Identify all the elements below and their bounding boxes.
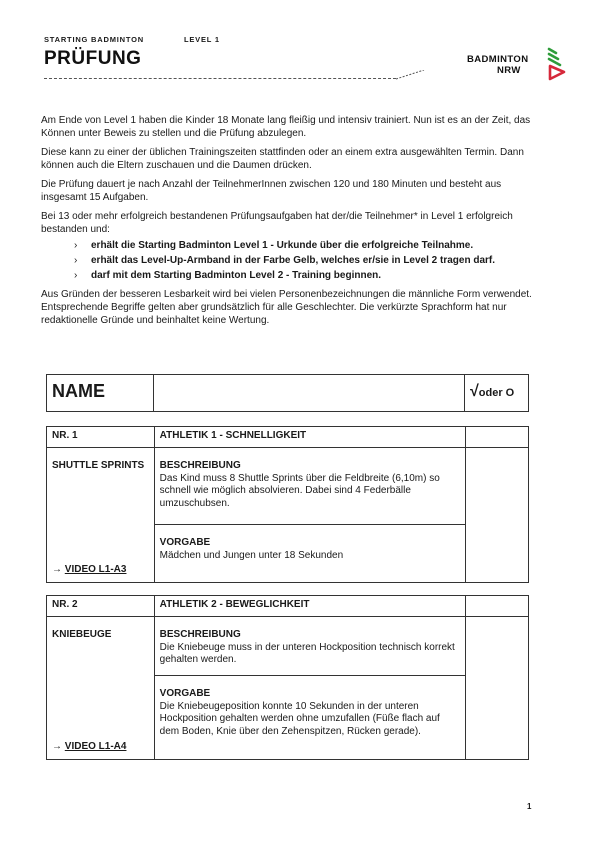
intro-paragraph: Die Prüfung dauert je nach Anzahl der TeilnehmerInnen zwischen 120 und 180 Minuten und besteht aus insgesamt 15 Aufgaben. — [41, 179, 502, 203]
task-table — [46, 595, 529, 760]
exercise-name: SHUTTLE SPRINTS — [52, 460, 145, 471]
badminton-nrw-logo-text — [467, 54, 528, 76]
task-category: ATHLETIK 2 - BEWEGLICHKEIT — [154, 596, 465, 617]
arrow-right-icon: → — [52, 563, 62, 575]
page-header — [0, 0, 595, 90]
description-cell — [154, 448, 465, 525]
bullet-icon: › — [74, 270, 78, 281]
header-divider — [44, 78, 396, 79]
check-box[interactable] — [465, 617, 528, 760]
task-header-blank — [465, 427, 528, 448]
page-title: PRÜFUNG — [44, 48, 142, 69]
task-number: NR. 1 — [47, 427, 155, 448]
header-divider-slant — [396, 70, 426, 80]
task-category: ATHLETIK 1 - SCHNELLIGKEIT — [154, 427, 465, 448]
page-number: 1 — [527, 802, 532, 811]
description-label: BESCHREIBUNG — [159, 460, 241, 471]
description-label: BESCHREIBUNG — [159, 629, 241, 640]
requirement-label: VORGABE — [159, 537, 211, 548]
video-link[interactable]: → VIDEO L1-A3 — [52, 563, 127, 575]
description-text: Die Kniebeuge muss in der unteren Hockposition technisch korrekt gehalten werden. — [159, 641, 455, 665]
task-table — [46, 426, 529, 583]
requirement-label: VORGABE — [159, 688, 211, 699]
name-table — [46, 374, 529, 412]
video-link[interactable]: → VIDEO L1-A4 — [52, 740, 127, 752]
benefits-list — [41, 239, 536, 282]
exercise-name: KNIEBEUGE — [52, 629, 112, 640]
check-box[interactable] — [465, 448, 528, 583]
requirement-cell — [154, 676, 465, 760]
level-label: LEVEL 1 — [184, 35, 220, 44]
bullet-icon: › — [74, 255, 78, 266]
list-item: › darf mit dem Starting Badminton Level 2 - Training beginnen. — [74, 270, 382, 281]
intro-paragraph: Am Ende von Level 1 haben die Kinder 18 Monate lang fleißig und intensiv trainiert. Nun ist es an der Zeit, das Können unter Beweis zu stellen und die Prüfung abzulegen. — [41, 115, 531, 139]
description-cell — [154, 617, 465, 676]
series-label: STARTING BADMINTON — [44, 35, 144, 44]
task-header-blank — [465, 596, 528, 617]
name-field[interactable] — [154, 375, 465, 412]
intro-text — [41, 114, 536, 333]
logo-line2: NRW — [497, 65, 521, 76]
checkmark-icon: √ — [470, 383, 479, 401]
arrow-right-icon: → — [52, 740, 62, 752]
description-text: Das Kind muss 8 Shuttle Sprints über die Feldbreite (6,10m) so schnell wie möglich absolvieren. Dabei sind 4 Federbälle umzuschubsen. — [159, 472, 440, 509]
exercise-cell — [47, 448, 155, 583]
check-legend: √oder O — [465, 375, 529, 412]
badminton-nrw-logo-icon — [546, 47, 568, 81]
requirement-text: Mädchen und Jungen unter 18 Sekunden — [159, 549, 344, 561]
exercise-cell — [47, 617, 155, 760]
task-number: NR. 2 — [47, 596, 155, 617]
requirement-text: Die Kniebeugeposition konnte 10 Sekunden in der unteren Hockposition gehalten werden ohne umzufallen (Füße flach auf dem Boden, Knie über den Zehenspitzen, Rücken gerade). — [159, 700, 440, 737]
requirement-cell — [154, 525, 465, 583]
logo-line1: BADMINTON — [467, 54, 529, 65]
list-item: › erhält die Starting Badminton Level 1 - Urkunde über die erfolgreiche Teilnahme. — [74, 240, 474, 251]
intro-paragraph: Bei 13 oder mehr erfolgreich bestandenen Prüfungsaufgaben hat der/die Teilnehmer* in Level 1 erfolgreich bestanden und: — [41, 211, 513, 235]
bullet-icon: › — [74, 240, 78, 251]
intro-paragraph: Diese kann zu einer der üblichen Trainingszeiten stattfinden oder an einem extra ausgewählten Termin. Dann können auch die Eltern zuschauen und die Daumen drücken. — [41, 147, 524, 171]
disclaimer-paragraph: Aus Gründen der besseren Lesbarkeit wird bei vielen Personenbezeichnungen die männliche Form verwendet. Entsprechende Begriffe gelten aber grundsätzlich für alle Geschlechter. Die verkürzte Sprachform hat nur redaktionelle Gründe und beinhaltet keine Wertung. — [41, 289, 532, 326]
name-label: NAME — [47, 375, 154, 412]
list-item: › erhält das Level-Up-Armband in der Farbe Gelb, welches er/sie in Level 2 tragen darf. — [74, 255, 496, 266]
